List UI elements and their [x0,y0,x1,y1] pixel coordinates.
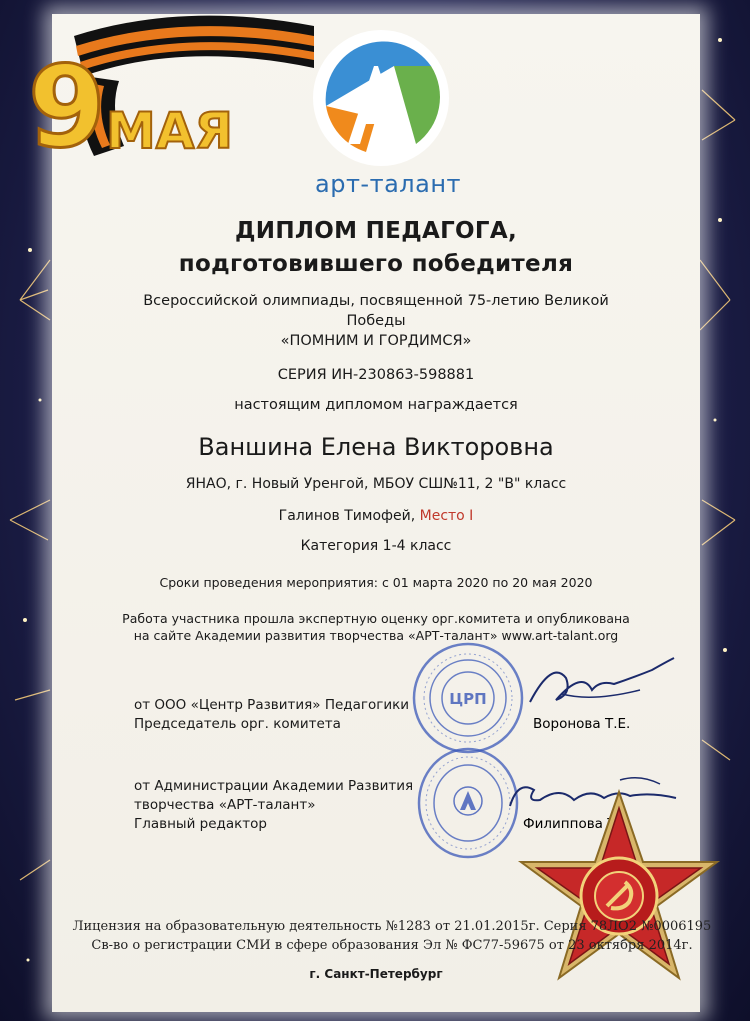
org1-name: от ООО «Центр Развития» Педагогики [134,697,410,713]
org2-role: Главный редактор [134,816,267,832]
student-info [52,508,700,524]
event-name: «ПОМНИМ И ГОРДИМСЯ» [280,333,472,349]
banner-word: МАЯ [106,102,233,160]
event-line: Победы [346,313,406,329]
diploma-subtitle: подготовившего победителя [178,251,574,277]
org2-name-cont: творчества «АРТ-талант» [134,797,316,813]
diploma-title: ДИПЛОМ ПЕДАГОГА, [235,218,517,244]
banner-digit: 9 [28,43,106,173]
event-dates: Сроки проведения мероприятия: с 01 марта 2020 по 20 мая 2020 [159,575,593,590]
category: Категория 1-4 класс [300,538,452,554]
license-line: Лицензия на образовательную деятельность №1283 от 21.01.2015г. Серия 78ЛО2 №0006195 [72,919,712,934]
event-description [52,291,700,351]
awarded-text: настоящим дипломом награждается [234,397,518,413]
school-info: ЯНАО, г. Новый Уренгой, МБОУ СШ№11, 2 "В" класс [185,476,567,492]
media-registration-line: Св-во о регистрации СМИ в сфере образования Эл № ФС77-59675 от 23 октября 2014г. [91,938,693,953]
signer2-name: Филиппова Т.Е. [523,816,633,832]
license-info [52,917,732,955]
review-line: Работа участника прошла экспертную оценку орг.комитета и опубликована [122,611,630,626]
org1-signature-block [134,696,409,734]
signature-voronova [522,650,682,716]
review-note [52,610,700,644]
recipient-name: Ваншина Елена Викторовна [198,433,554,461]
place-badge: Место I [419,508,474,524]
signer1-name: Воронова Т.Е. [533,716,631,732]
org2-name: от Администрации Академии Развития [134,778,414,794]
brand-wordmark: арт-талант [315,170,461,198]
crp-stamp [410,640,526,756]
diploma-series: СЕРИЯ ИН-230863-598881 [277,367,475,383]
art-talant-logo [306,26,456,176]
city: г. Санкт-Петербург [309,967,443,981]
victory-day-banner [14,6,314,176]
stamp-label: ЦРП [449,690,487,708]
org1-role: Председатель орг. комитета [134,716,341,732]
org2-signature-block [134,777,413,834]
review-line: на сайте Академии развития творчества «АРТ-талант» www.art-talant.org [133,628,619,643]
student-name: Галинов Тимофей, [278,508,416,524]
event-line: Всероссийской олимпиады, посвященной 75-летию Великой [143,293,609,309]
